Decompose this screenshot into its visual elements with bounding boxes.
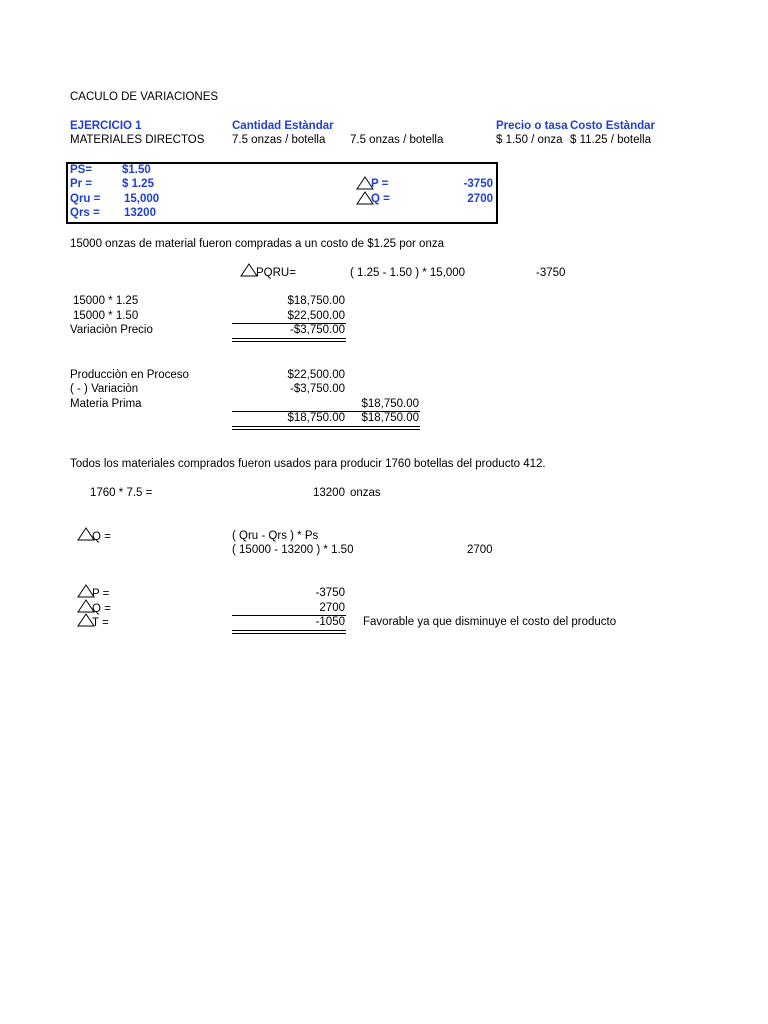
- cantidad-value-2: 7.5 onzas / botella: [350, 134, 444, 146]
- journal-row-3-credit: $18,750.00: [361, 398, 419, 410]
- q-formula-symbolic: ( Qru - Qrs ) * Ps: [232, 530, 319, 542]
- journal-total-double-line: [232, 426, 420, 430]
- journal-total-debit: $18,750.00: [287, 412, 345, 424]
- costo-value: $ 11.25 / botella: [570, 134, 651, 146]
- col-costo-header: Costo Estàndar: [570, 120, 655, 132]
- journal-row-3-label: Materia Prima: [70, 398, 142, 410]
- total-double-line: [232, 338, 346, 342]
- q-formula-numeric: ( 15000 - 13200 ) * 1.50: [232, 544, 354, 556]
- q-formula-label: Q =: [92, 531, 111, 543]
- journal-row-2-debit: -$3,750.00: [290, 383, 345, 395]
- journal-total-credit: $18,750.00: [361, 412, 419, 424]
- summary-note: Favorable ya que disminuye el costo del producto: [363, 616, 617, 628]
- calc-row-1-label: 15000 * 1.25: [73, 295, 139, 307]
- box-p-label: P =: [371, 178, 389, 190]
- qru-label: Qru =: [70, 193, 101, 205]
- statement-1: 15000 onzas de material fueron compradas a un costo de $1.25 por onza: [70, 238, 444, 250]
- variacion-precio-label: Variaciòn Precio: [70, 324, 153, 336]
- journal-row-1-debit: $22,500.00: [287, 369, 345, 381]
- journal-row-1-label: Producciòn en Proceso: [70, 369, 189, 381]
- pr-value: $ 1.25: [122, 178, 154, 190]
- box-q-value: 2700: [467, 193, 493, 205]
- box-p-value: -3750: [463, 178, 493, 190]
- materiales-label: MATERIALES DIRECTOS: [70, 134, 205, 146]
- calc-row-2-value: $22,500.00: [287, 310, 345, 322]
- bottles-calc-unit: onzas: [350, 487, 381, 499]
- pqru-label: PQRU=: [256, 267, 296, 279]
- col-precio-header: Precio o tasa: [496, 120, 568, 132]
- exercise-label: EJERCICIO 1: [70, 120, 142, 132]
- summary-q-value: 2700: [319, 602, 345, 614]
- pr-label: Pr =: [70, 178, 93, 190]
- summary-q-label: Q =: [92, 603, 111, 615]
- col-cantidad-header: Cantidad Estàndar: [232, 120, 334, 132]
- qru-value: 15,000: [124, 193, 160, 205]
- summary-t-value: -1050: [315, 616, 345, 628]
- pqru-result: -3750: [536, 267, 566, 279]
- q-formula-result: 2700: [467, 544, 493, 556]
- qrs-label: Qrs =: [70, 207, 100, 219]
- bottles-calc-label: 1760 * 7.5 =: [90, 487, 153, 499]
- cantidad-value-1: 7.5 onzas / botella: [232, 134, 326, 146]
- ps-value: $1.50: [122, 164, 151, 176]
- box-q-label: Q =: [371, 193, 390, 205]
- calc-row-1-value: $18,750.00: [287, 295, 345, 307]
- qrs-value: 13200: [124, 207, 156, 219]
- summary-t-label: T =: [92, 617, 109, 629]
- page-title: CACULO DE VARIACIONES: [70, 91, 219, 103]
- bottles-calc-value: 13200: [313, 487, 345, 499]
- summary-p-value: -3750: [315, 587, 345, 599]
- summary-total-double-line: [232, 630, 346, 634]
- precio-value: $ 1.50 / onza: [496, 134, 563, 146]
- summary-p-label: P =: [92, 588, 110, 600]
- ps-label: PS=: [70, 164, 93, 176]
- pqru-formula: ( 1.25 - 1.50 ) * 15,000: [350, 267, 466, 279]
- journal-row-2-label: ( - ) Variaciòn: [70, 383, 139, 395]
- variacion-precio-value: -$3,750.00: [290, 324, 345, 336]
- statement-2: Todos los materiales comprados fueron usados para producir 1760 botellas del producto 412.: [70, 458, 546, 470]
- calc-row-2-label: 15000 * 1.50: [73, 310, 139, 322]
